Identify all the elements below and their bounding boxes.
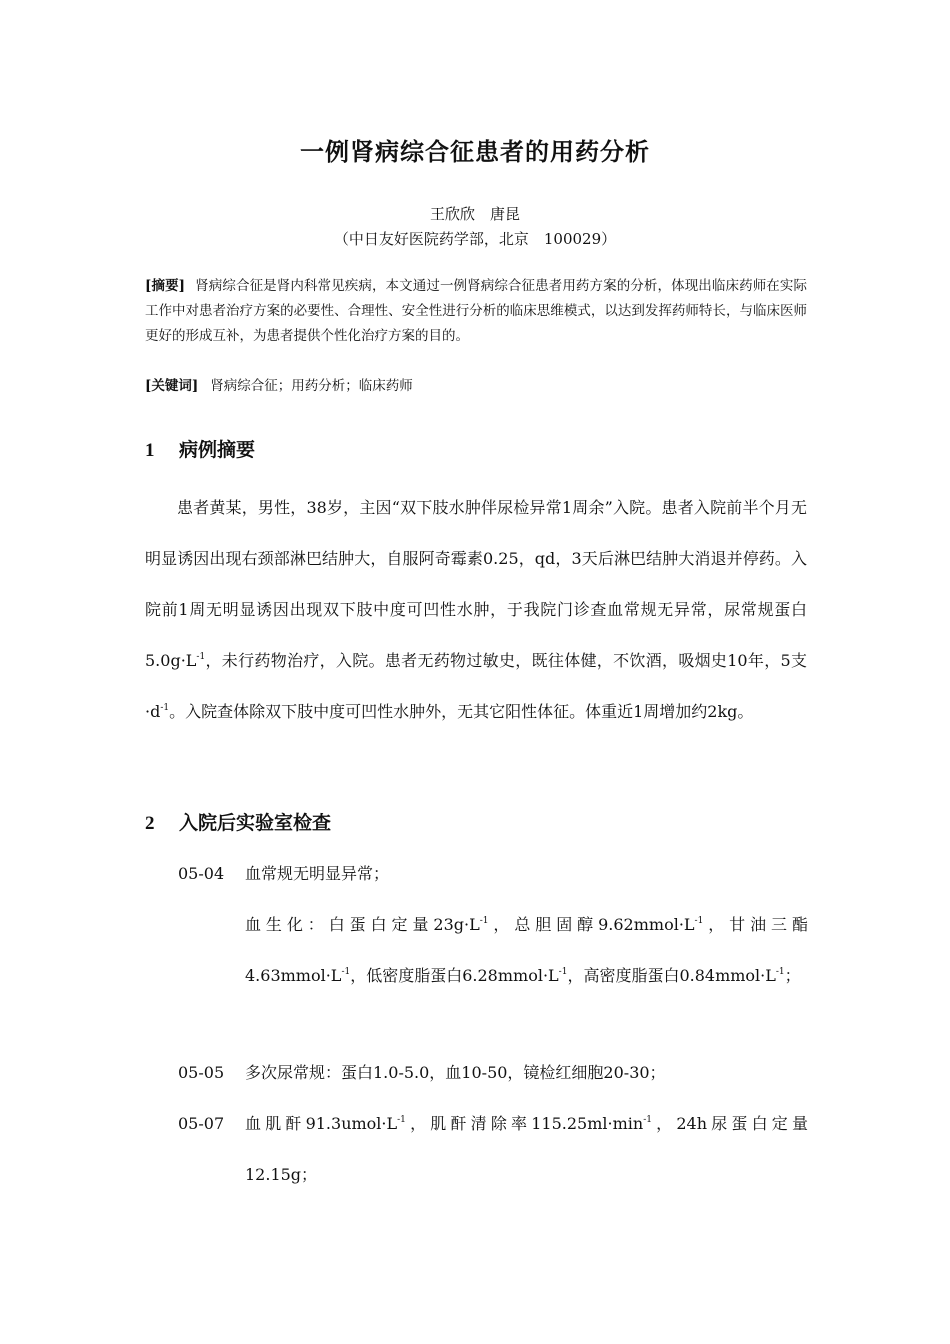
superscript: -1 [196, 652, 206, 662]
lab-entry [178, 1047, 808, 1098]
keywords-text: 肾病综合征；用药分析；临床药师 [210, 378, 413, 394]
keywords-label: [关键词] [145, 378, 199, 394]
superscript: -1 [397, 1115, 406, 1125]
lab-text-part: ，总胆固醇9.62mmol·L [488, 915, 695, 934]
section-number: 2 [145, 813, 155, 834]
section-heading-lab-tests [145, 808, 331, 835]
lab-text-part: 血生化：白蛋白定量23g·L [245, 915, 480, 934]
keywords [145, 374, 807, 399]
case-text-part: 患者黄某，男性，38岁，主因“双下肢水肿伴尿检异常1周余”入院。患者入院前半个月无明显诱因出现右颈部淋巴结肿大，自服阿奇霉素0.25，qd，3天后淋巴结肿大消退并停药。入院前1周无明显诱因出现双下肢中度可凹性水肿，于我院门诊查血常规无异常，尿常规蛋白5.0g·L [145, 498, 807, 670]
section-number: 1 [145, 440, 155, 461]
section-title: 病例摘要 [179, 439, 256, 461]
lab-entry [178, 1098, 808, 1200]
superscript: -1 [479, 916, 489, 926]
lab-entry-text [245, 1098, 808, 1200]
case-summary-paragraph [145, 482, 807, 737]
lab-entry-date: 05-04 [178, 864, 225, 883]
superscript: -1 [643, 1115, 652, 1125]
lab-text-part: ，肌酐清除率115.25ml·min [405, 1114, 644, 1133]
case-text-part: ，未行药物治疗，入院。患者无药物过敏史，既往体健，不饮酒，吸烟史10年，5支·d [145, 651, 807, 721]
author-names: 王欣欣 唐昆 [429, 205, 520, 223]
lab-text-part: ，低密度脂蛋白6.28mmol·L [350, 966, 559, 985]
lab-entry [178, 848, 808, 1001]
lab-entry-text [245, 899, 808, 1001]
superscript: -1 [160, 703, 170, 713]
superscript: -1 [775, 967, 785, 977]
lab-entry-line: 血常规无明显异常； [245, 864, 390, 883]
superscript: -1 [558, 967, 568, 977]
section-heading-case-summary [145, 435, 255, 462]
author-affiliation: （中日友好医院药学部，北京 100029） [333, 230, 617, 248]
lab-text-part: ，24h尿蛋白定量12.15g； [245, 1114, 808, 1184]
lab-entry-date: 05-05 [178, 1063, 225, 1082]
abstract-text: 肾病综合征是肾内科常见疾病，本文通过一例肾病综合征患者用药方案的分析，体现出临床药师在实际工作中对患者治疗方案的必要性、合理性、安全性进行分析的临床思维模式，以达到发挥药师特长，与临床医师更好的形成互补，为患者提供个性化治疗方案的目的。 [145, 278, 808, 344]
superscript: -1 [694, 916, 704, 926]
lab-text-part: ，甘油三酯4.63mmol·L [245, 915, 808, 985]
superscript: -1 [341, 967, 351, 977]
lab-text-part: ； [784, 966, 801, 985]
lab-entry-text: 多次尿常规：蛋白1.0-5.0，血10-50，镜检红细胞20-30； [245, 1063, 666, 1082]
section-title: 入院后实验室检查 [179, 812, 332, 834]
case-text-part: 。入院查体除双下肢中度可凹性水肿外，无其它阳性体征。体重近1周增加约2kg。 [169, 702, 754, 721]
paper-title: 一例肾病综合征患者的用药分析 [300, 138, 650, 166]
lab-text-part: 血肌酐91.3umol·L [245, 1114, 398, 1133]
abstract [145, 274, 807, 349]
abstract-label: [摘要] [145, 278, 186, 294]
lab-entry-date: 05-07 [178, 1114, 225, 1133]
lab-text-part: ，高密度脂蛋白0.84mmol·L [567, 966, 776, 985]
